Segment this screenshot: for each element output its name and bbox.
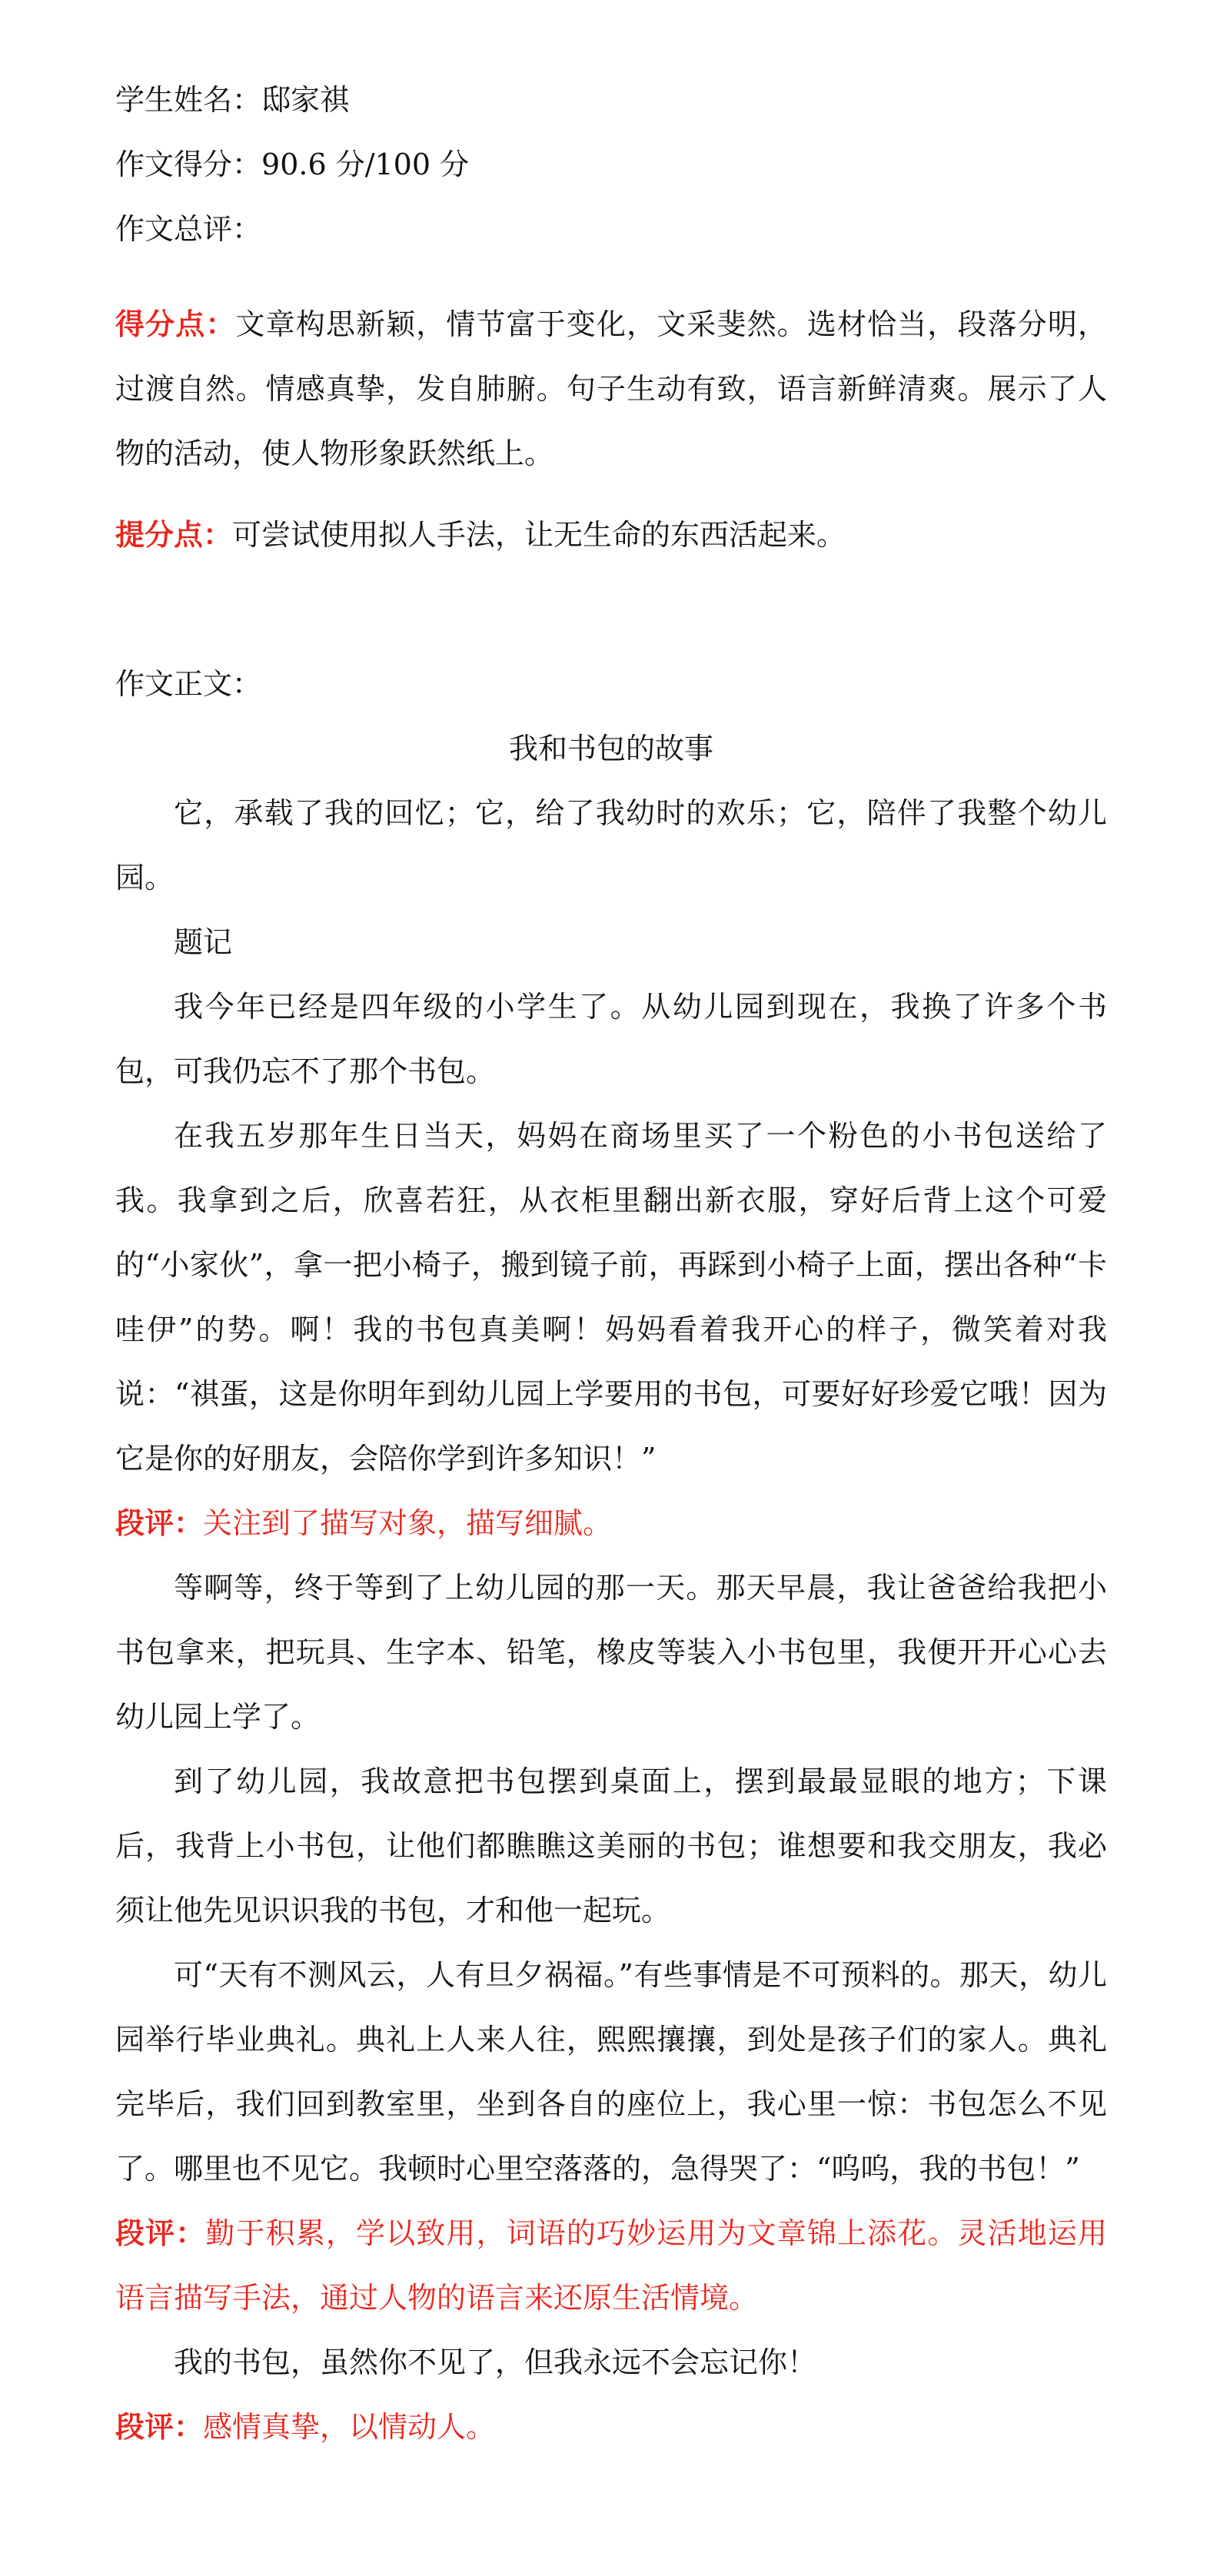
paragraph-comment-text: 感情真挚，以情动人。 xyxy=(203,2410,496,2444)
student-name-value: 邸家祺 xyxy=(261,83,350,117)
essay-title: 我和书包的故事 xyxy=(508,732,713,765)
improvement-points xyxy=(115,503,1107,567)
scoring-points-text: 文章构思新颖，情节富于变化，文采斐然。选材恰当，段落分明，过渡自然。情感真挚，发自肺腑。句子生动有致，语言新鲜清爽。展示了人物的活动，使人物形象跃然纸上。 xyxy=(115,307,1107,470)
paragraph-comment-label: 段评： xyxy=(115,2216,206,2250)
document-page xyxy=(115,68,1107,2459)
scoring-points-label: 得分点： xyxy=(115,307,236,341)
essay-paragraph-7: 我的书包，虽然你不见了，但我永远不会忘记你！ xyxy=(174,2345,817,2379)
essay-paragraph-6: 可“天有不测风云，人有旦夕祸福。”有些事情是不可预料的。那天，幼儿园举行毕业典礼。典礼上人来人往，熙熙攘攘，到处是孩子们的家人。典礼完毕后，我们回到教室里，坐到各自的座位上，我心里一惊：书包怎么不见了。哪里也不见它。我顿时心里空落落的，急得哭了：“呜呜，我的书包！” xyxy=(115,1958,1107,2186)
essay-score-value: 90.6 分/100 分 xyxy=(261,148,470,181)
spacer xyxy=(115,261,1107,292)
improvement-points-label: 提分点： xyxy=(115,517,233,552)
paragraph-comment-label: 段评： xyxy=(115,1505,204,1540)
essay-score-line xyxy=(115,132,1107,197)
essay-paragraph-4: 等啊等，终于等到了上幼儿园的那一天。那天早晨，我让爸爸给我把小书包拿来，把玩具、生字本、铅笔，橡皮等装入小书包里，我便开开心心去幼儿园上学了。 xyxy=(115,1571,1107,1734)
paragraph-comment-3 xyxy=(115,2395,1107,2459)
overall-review-heading: 作文总评： xyxy=(115,212,262,246)
student-name-label: 学生姓名： xyxy=(115,83,262,117)
spacer xyxy=(115,486,1107,503)
paragraph-comment-text: 勤于积累，学以致用，词语的巧妙运用为文章锦上添花。灵活地运用语言描写手法，通过人物的语言来还原生活情境。 xyxy=(115,2216,1107,2315)
essay-paragraph-2: 我今年已经是四年级的小学生了。从幼儿园到现在，我换了许多个书包，可我仍忘不了那个书包。 xyxy=(115,990,1107,1088)
paragraph-comment-2 xyxy=(115,2201,1107,2330)
essay-epigraph-note: 题记 xyxy=(174,925,233,959)
scoring-points xyxy=(115,292,1107,486)
essay-paragraph-5: 到了幼儿园，我故意把书包摆到桌面上，摆到最最显眼的地方；下课后，我背上小书包，让他们都瞧瞧这美丽的书包；谁想要和我交朋友，我必须让他先见识识我的书包，才和他一起玩。 xyxy=(115,1764,1107,1927)
paragraph-comment-text: 关注到了描写对象，描写细腻。 xyxy=(203,1506,613,1540)
essay-body-heading: 作文正文： xyxy=(115,667,262,701)
essay-paragraph-3: 在我五岁那年生日当天，妈妈在商场里买了一个粉色的小书包送给了我。我拿到之后，欣喜若狂，从衣柜里翻出新衣服，穿好后背上这个可爱的“小家伙”，拿一把小椅子，搬到镜子前，再踩到小椅子上面，摆出各种“卡哇伊”的势。啊！我的书包真美啊！妈妈看着我开心的样子，微笑着对我说：“祺蛋，这是你明年到幼儿园上学要用的书包，可要好好珍爱它哦！因为它是你的好朋友，会陪你学到许多知识！” xyxy=(115,1119,1107,1476)
improvement-points-text: 可尝试使用拟人手法，让无生命的东西活起来。 xyxy=(232,518,846,552)
student-name-line xyxy=(115,68,1107,132)
essay-score-label: 作文得分： xyxy=(115,148,262,181)
essay-paragraph-1: 它，承载了我的回忆；它，给了我幼时的欢乐；它，陪伴了我整个幼儿园。 xyxy=(115,796,1107,895)
paragraph-comment-label: 段评： xyxy=(115,2409,204,2444)
spacer xyxy=(115,567,1107,652)
paragraph-comment-1 xyxy=(115,1491,1107,1555)
